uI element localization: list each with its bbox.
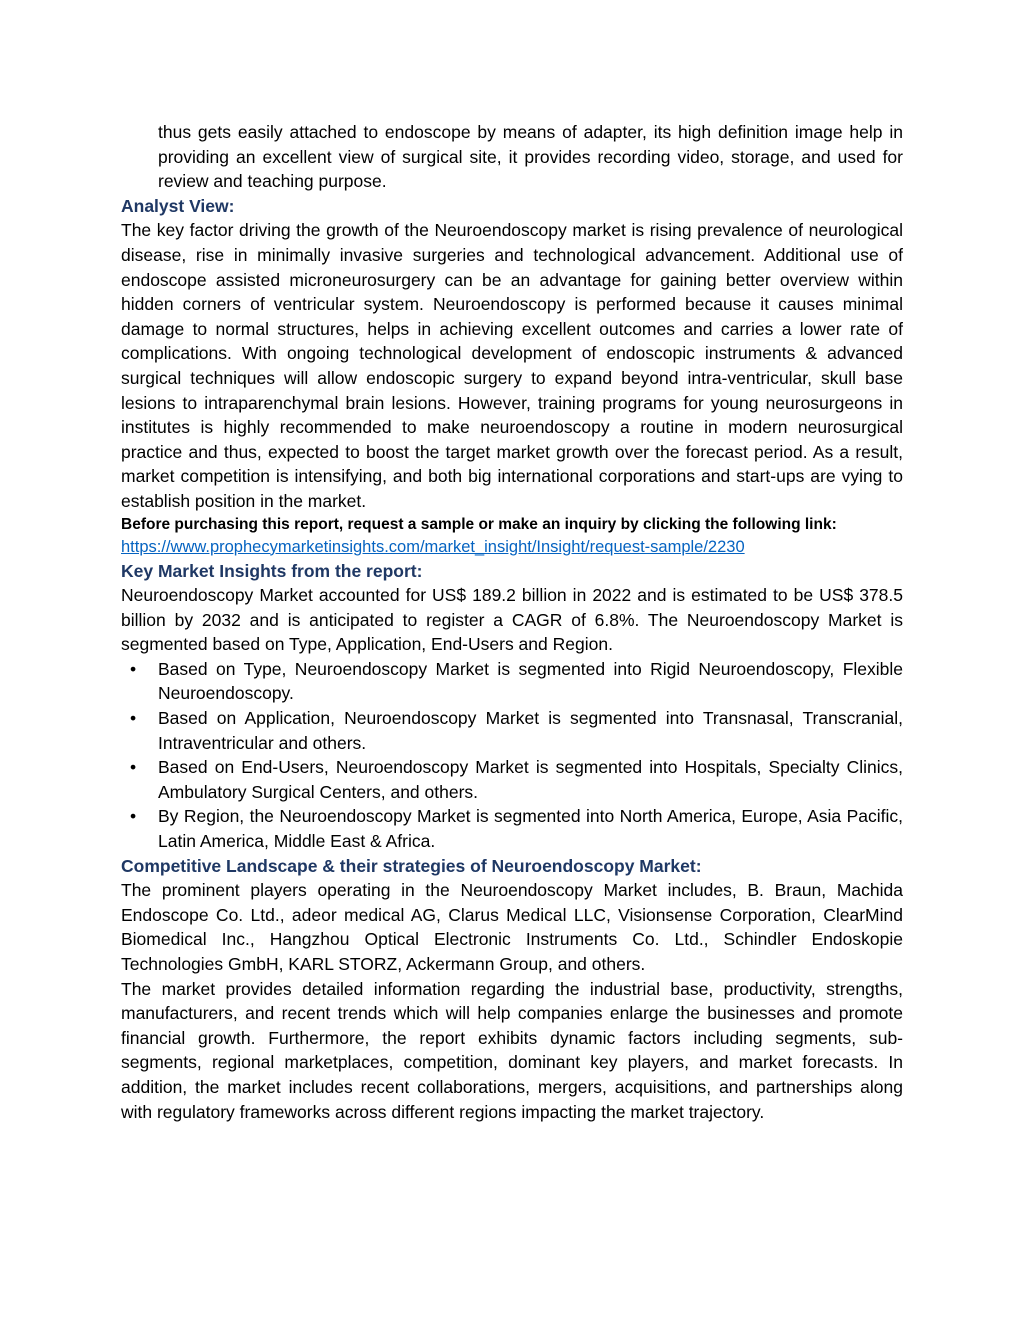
- analyst-view-paragraph: The key factor driving the growth of the Neuroendoscopy market is rising prevalence of neurological disease, rise in minimally invasive surgeries and technological advancement. Additional use of endoscope assisted microneurosurgery can be an advantage for gaining better overview within hidden corners of ventricular system. Neuroendoscopy is performed because it causes minimal damage to normal structures, helps in achieving excellent outcomes and carries a lower rate of complications. With ongoing technological development of endoscopic instruments & advanced surgical techniques will allow endoscopic surgery to expand beyond intra-ventricular, skull base lesions to intraparenchymal brain lesions. However, training programs for young neurosurgeons in institutes is highly recommended to make neuroendoscopy a routine in modern neurosurgical practice and thus, expected to boost the target market growth over the forecast period. As a result, market competition is intensifying, and both big international corporations and start-ups are vying to establish position in the market.: [121, 220, 903, 511]
- document-page: [121, 120, 903, 1124]
- sample-request-text: Before purchasing this report, request a sample or make an inquiry by clicking the following link:: [121, 515, 837, 533]
- bullet-icon: •: [130, 806, 137, 827]
- competitive-players-paragraph: The prominent players operating in the Neuroendoscopy Market includes, B. Braun, Machida Endoscope Co. Ltd., adeor medical AG, Clarus Medical LLC, Visionsense Corporation, ClearMind Biomedical Inc., Hangzhou Optical Electronic Instruments Co. Ltd., Schindler Endoskopie Technologies GmbH, KARL STORZ, Ackermann Group, and others.: [121, 880, 903, 974]
- list-item-text: Based on Type, Neuroendoscopy Market is segmented into Rigid Neuroendoscopy, Flexible Neuroendoscopy.: [158, 658, 903, 704]
- list-item: [121, 657, 903, 706]
- key-insights-heading: Key Market Insights from the report:: [121, 560, 423, 581]
- list-item-text: Based on Application, Neuroendoscopy Market is segmented into Transnasal, Transcranial, Intraventricular and others.: [158, 708, 903, 753]
- bullet-icon: •: [130, 757, 137, 778]
- analyst-view-heading: Analyst View:: [121, 195, 235, 216]
- bullet-icon: •: [130, 708, 137, 729]
- key-insights-paragraph: Neuroendoscopy Market accounted for US$ 189.2 billion in 2022 and is estimated to be US$ 378.5 billion by 2032 and is anticipated to register a CAGR of 6.8%. The Neuroendoscopy Market is segmented based on Type, Application, End-Users and Region.: [121, 585, 903, 655]
- list-item-text: By Region, the Neuroendoscopy Market is segmented into North America, Europe, Asia Pacific, Latin America, Middle East & Africa.: [158, 806, 903, 852]
- market-overview-paragraph: The market provides detailed information regarding the industrial base, productivity, strengths, manufacturers, and recent trends which will help companies enlarge the businesses and promote financial growth. Furthermore, the report exhibits dynamic factors including segments, sub-segments, regional marketplaces, competition, dominant key players, and market forecasts. In addition, the market includes recent collaborations, mergers, acquisitions, and partnerships along with regulatory frameworks across different regions impacting the market trajectory.: [121, 978, 903, 1122]
- list-item: [121, 706, 903, 755]
- continuation-paragraph: thus gets easily attached to endoscope by means of adapter, its high definition image help in providing an excellent view of surgical site, it provides recording video, storage, and used for review and teaching purpose.: [158, 122, 903, 192]
- segment-list: [121, 657, 903, 854]
- list-item: [121, 755, 903, 804]
- competitive-landscape-heading: Competitive Landscape & their strategies of Neuroendoscopy Market:: [121, 855, 702, 876]
- request-sample-link[interactable]: https://www.prophecymarketinsights.com/market_insight/Insight/request-sample/2230: [121, 537, 745, 556]
- bullet-icon: •: [130, 658, 137, 679]
- list-item: [121, 804, 903, 853]
- list-item-text: Based on End-Users, Neuroendoscopy Market is segmented into Hospitals, Specialty Clinics, Ambulatory Surgical Centers, and others.: [158, 757, 903, 802]
